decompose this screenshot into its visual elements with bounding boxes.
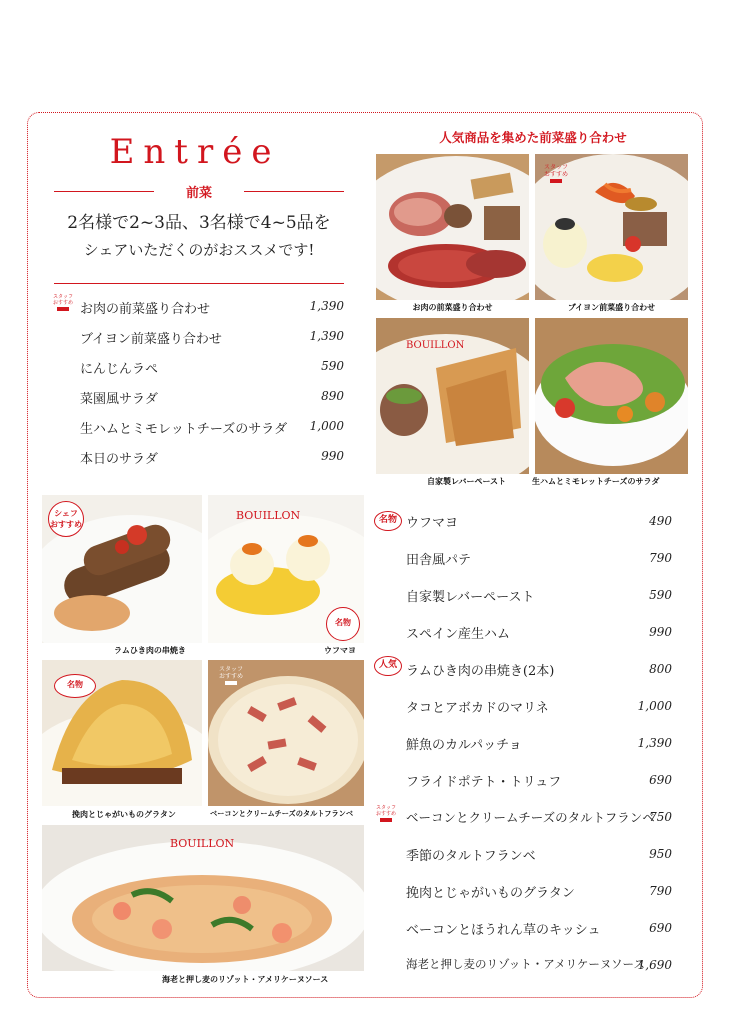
staff-badge-text: スタッフ おすすめ <box>52 294 74 306</box>
menu-item-name: 田舎風パテ <box>406 553 472 568</box>
photo-caption: 生ハムとミモレットチーズのサラダ <box>532 477 660 486</box>
menu-item-price: 950 <box>649 847 672 861</box>
chef-recommend-badge <box>48 501 84 537</box>
meibutsu-badge: 名物 <box>374 511 402 531</box>
meibutsu-badge: 名物 <box>326 607 360 641</box>
menu-item-price: 1,000 <box>309 419 344 433</box>
menu-item-name: 生ハムとミモレットチーズのサラダ <box>80 422 288 437</box>
menu-item-name: タコとアボカドのマリネ <box>406 701 549 716</box>
menu-item-price: 1,390 <box>637 736 672 750</box>
chef-badge-text: シェフ おすすめ <box>49 509 83 529</box>
divider-right <box>244 191 344 192</box>
meat-platter-image <box>376 154 529 300</box>
menu-item-name: お肉の前菜盛り合わせ <box>80 302 211 317</box>
menu-item-name: 自家製レバーペースト <box>406 590 535 605</box>
photo-caption: 海老と押し麦のリゾット・アメリケーヌソース <box>162 975 329 984</box>
plate-brand-text: BOUILLON <box>406 340 465 351</box>
tagline <box>54 210 344 264</box>
staff-recommend-badge <box>374 805 398 827</box>
menu-item-price: 1,000 <box>637 699 672 713</box>
menu-item-name: 鮮魚のカルパッチョ <box>406 738 522 753</box>
menu-item-price: 590 <box>321 359 344 373</box>
menu-item-price: 800 <box>649 662 672 676</box>
page-title: Entrée <box>109 132 281 172</box>
photo-meat-platter <box>376 154 529 300</box>
menu-item-price: 490 <box>649 514 672 528</box>
photo-bouillon-platter <box>535 154 688 300</box>
photo-gratin <box>42 660 202 806</box>
risotto-image <box>42 825 364 971</box>
ninki-badge: 人気 <box>374 656 402 676</box>
menu-item-name: ラムひき肉の串焼き(2本) <box>406 664 555 679</box>
menu-item-price: 1,390 <box>309 299 344 313</box>
menu-item-price: 890 <box>321 389 344 403</box>
tagline-line-2: シェアいただくのがおススメです! <box>83 241 315 259</box>
ham-salad-image <box>535 318 688 474</box>
menu-item-name: 海老と押し麦のリゾット・アメリケーヌソース <box>406 957 645 971</box>
photo-lamb-skewer <box>42 495 202 643</box>
menu-item-price: 990 <box>321 449 344 463</box>
staff-badge-text: スタッフ おすすめ <box>543 164 569 178</box>
photo-caption: ラムひき肉の串焼き <box>114 646 186 655</box>
menu-item-name: 季節のタルトフランベ <box>406 849 536 864</box>
badge-bar-icon <box>380 818 392 822</box>
badge-bar-icon <box>550 179 562 183</box>
menu-item-price: 1,390 <box>309 329 344 343</box>
platter-heading: 人気商品を集めた前菜盛り合わせ <box>439 130 627 145</box>
section-subtitle-block <box>54 182 344 202</box>
plate-brand-text: BOUILLON <box>170 837 235 850</box>
plate-brand-text: BOUILLON <box>236 509 301 522</box>
menu-item-price: 590 <box>649 588 672 602</box>
section-divider <box>54 283 344 284</box>
staff-badge-text: スタッフ おすすめ <box>218 666 244 680</box>
photo-caption: ウフマヨ <box>324 646 356 655</box>
staff-recommend-badge <box>541 164 571 186</box>
menu-item-name: ウフマヨ <box>406 516 459 531</box>
staff-recommend-badge <box>52 294 74 316</box>
badge-bar-icon <box>225 681 237 685</box>
meibutsu-badge: 名物 <box>54 674 96 698</box>
menu-item-name: スペイン産生ハム <box>406 627 511 642</box>
liver-paste-image <box>376 318 529 474</box>
menu-item-name: 菜園風サラダ <box>80 392 158 407</box>
photo-ham-salad <box>535 318 688 474</box>
section-subtitle: 前菜 <box>185 186 212 201</box>
menu-item-name: にんじんラペ <box>80 362 159 377</box>
menu-item-name: フライドポテト・トリュフ <box>406 775 562 790</box>
menu-item-name: 本日のサラダ <box>80 452 158 467</box>
photo-caption: 自家製レバーペースト <box>427 477 507 486</box>
menu-item-price: 750 <box>649 810 672 824</box>
menu-item-price: 1,690 <box>637 958 672 972</box>
menu-item-name: ブイヨン前菜盛り合わせ <box>80 332 222 347</box>
photo-liver-paste <box>376 318 529 474</box>
menu-item-price: 790 <box>649 551 672 565</box>
photo-oeuf-mayo <box>208 495 364 643</box>
photo-caption: お肉の前菜盛り合わせ <box>412 303 493 312</box>
menu-item-name: ベーコンとクリームチーズのタルトフランベ <box>406 810 655 825</box>
photo-tarte-flambee <box>208 660 364 806</box>
menu-item-name: 挽肉とじゃがいものグラタン <box>406 886 575 901</box>
photo-caption: ベーコンとクリームチーズのタルトフランベ <box>210 809 354 818</box>
tagline-line-1: 2名様で2~3品、3名様で4~5品を <box>67 213 331 233</box>
menu-item-name: ベーコンとほうれん草のキッシュ <box>406 923 601 938</box>
photo-caption: 挽肉とじゃがいものグラタン <box>72 810 176 819</box>
menu-item-price: 690 <box>649 921 672 935</box>
photo-caption: ブイヨン前菜盛り合わせ <box>567 303 656 312</box>
badge-bar-icon <box>57 307 69 311</box>
photo-risotto <box>42 825 364 971</box>
staff-badge-text: スタッフ おすすめ <box>375 805 397 817</box>
menu-item-price: 790 <box>649 884 672 898</box>
staff-recommend-badge <box>214 666 248 688</box>
menu-item-price: 690 <box>649 773 672 787</box>
menu-item-price: 990 <box>649 625 672 639</box>
